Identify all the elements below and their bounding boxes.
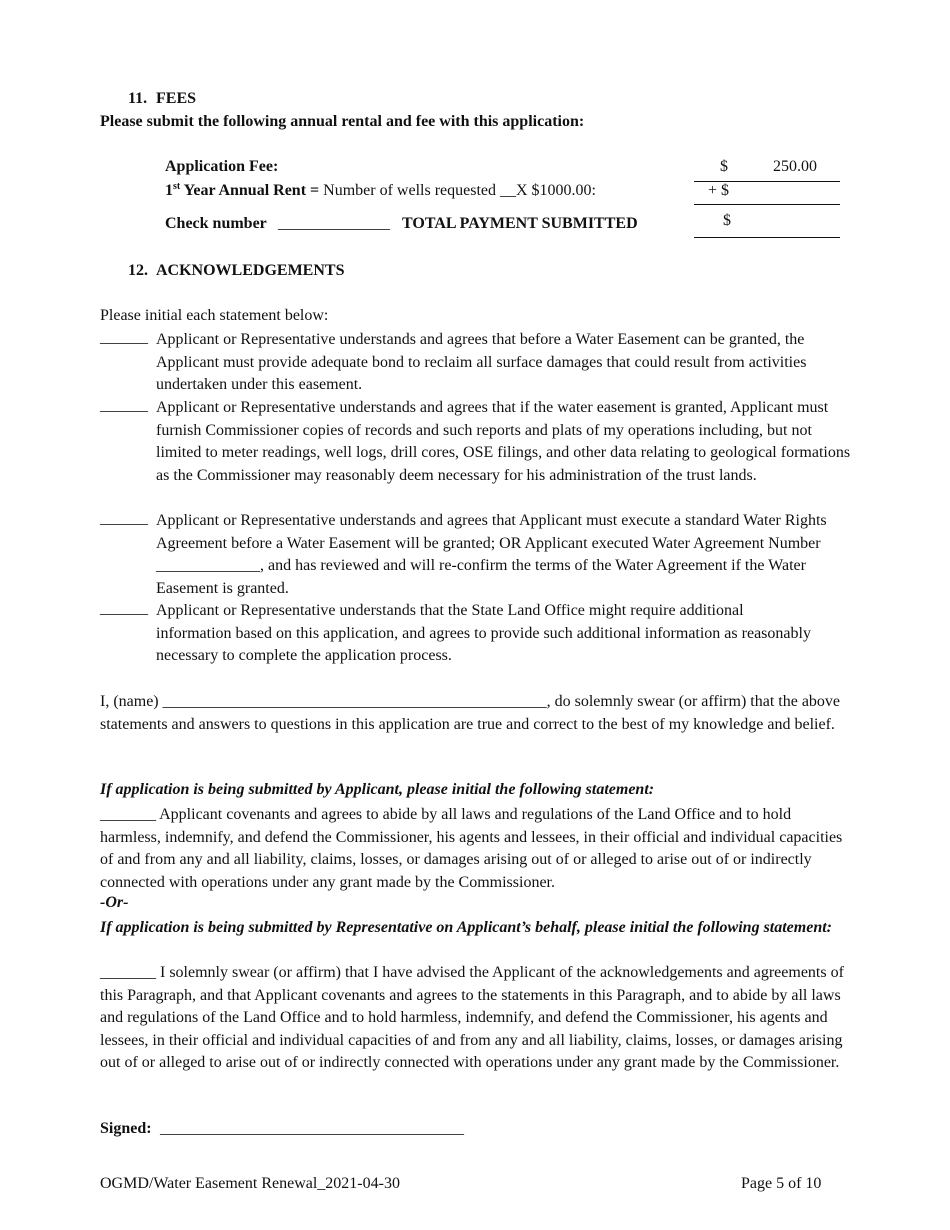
annual-rent-description: Number of wells requested __X $1000.00:	[319, 182, 596, 199]
representative-statement: _______ I solemnly swear (or affirm) that I have advised the Applicant of the acknowledgements and agreements of this Paragraph, and that Applicant covenants and agrees to the statements in this Paragraph, and to abide by all laws and regulations of the Land Office and to hold harmless, indemnify, and defend the Commissioner, his agents and lessees, in their official and individual capacities of and from any and all liability, claims, losses, or damages arising out of or alleged to arise out of or indirectly connected with operations under any grant made by the Commissioner.	[100, 964, 844, 1072]
application-fee-currency: $	[720, 158, 728, 175]
annual-rent-row	[165, 182, 596, 200]
fees-instruction: Please submit the following annual rental and fee with this application:	[100, 113, 585, 130]
applicant-heading: If application is being submitted by Applicant, please initial the following statement:	[100, 781, 655, 798]
check-number-label: Check number	[165, 215, 267, 232]
annual-rent-label-sup: st	[173, 181, 181, 192]
signed-label: Signed:	[100, 1120, 152, 1137]
total-divider	[694, 237, 840, 238]
ack-statement-4: Applicant or Representative understands that the State Land Office might require additional information based on this application, and agrees to provide such additional information as reasonably necessary to complete the application process.	[156, 602, 811, 665]
oath-statement: I, (name) ________________________________________________, do solemnly swear (or affirm) that the above statements and answers to questions in this application are true and correct to the best of my knowledge and belief.	[100, 693, 841, 733]
ack-statement-1: Applicant or Representative understands and agrees that before a Water Easement can be granted, the Applicant must provide adequate bond to reclaim all surface damages that could result from activities undertaken under this easement.	[156, 331, 807, 394]
ack-initial-blank-3[interactable]: ______	[100, 510, 148, 527]
ack-initial-blank-4[interactable]: ______	[100, 600, 148, 617]
application-fee-label: Application Fee:	[165, 158, 279, 175]
total-payment-currency: $	[723, 212, 731, 229]
ack-initial-blank-1[interactable]: ______	[100, 329, 148, 346]
ack-statement-2: Applicant or Representative understands and agrees that if the water easement is granted, Applicant must furnish Commissioner copies of records and such reports and plats of my operations including, but not limited to meter readings, well logs, drill cores, OSE filings, and other data relating to geological formations as the Commissioner may reasonably deem necessary for his administration of the trust lands.	[156, 399, 851, 484]
ack-heading-number: 12.	[128, 262, 148, 279]
or-separator: -Or-	[100, 894, 129, 911]
rent-divider	[694, 204, 840, 205]
ack-statement-3: Applicant or Representative understands and agrees that Applicant must execute a standard Water Rights Agreement before a Water Easement will be granted; OR Applicant executed Water Agreement Number _____________, and has reviewed and will re-confirm the terms of the Water Agreement if the Water Easement is granted.	[156, 512, 827, 597]
applicant-statement: _______ Applicant covenants and agrees to abide by all laws and regulations of the Land Office and to hold harmless, indemnify, and defend the Commissioner, his agents and lessees, in their official and individual capacities of and from any and all liability, claims, losses, or damages arising out of or alleged to arise out of or indirectly connected with operations under any grant made by the Commissioner.	[100, 806, 843, 891]
application-fee-amount: 250.00	[773, 158, 817, 175]
signature-field[interactable]: ______________________________________	[160, 1120, 464, 1137]
fees-heading: FEES	[156, 90, 197, 107]
fees-heading-number: 11.	[128, 90, 148, 107]
annual-rent-label-number: 1	[165, 182, 173, 199]
footer-doc-id: OGMD/Water Easement Renewal_2021-04-30	[100, 1175, 400, 1192]
ack-initial-blank-2[interactable]: ______	[100, 397, 148, 414]
annual-rent-label: Year Annual Rent =	[180, 182, 320, 199]
footer-page-number: Page 5 of 10	[741, 1175, 822, 1192]
check-number-field[interactable]: ______________	[278, 215, 390, 232]
ack-intro: Please initial each statement below:	[100, 307, 329, 324]
annual-rent-currency: + $	[708, 182, 730, 199]
ack-heading: ACKNOWLEDGEMENTS	[156, 262, 345, 279]
total-payment-label: TOTAL PAYMENT SUBMITTED	[402, 215, 638, 232]
representative-heading: If application is being submitted by Representative on Applicant’s behalf, please initial the following statement:	[100, 919, 832, 936]
